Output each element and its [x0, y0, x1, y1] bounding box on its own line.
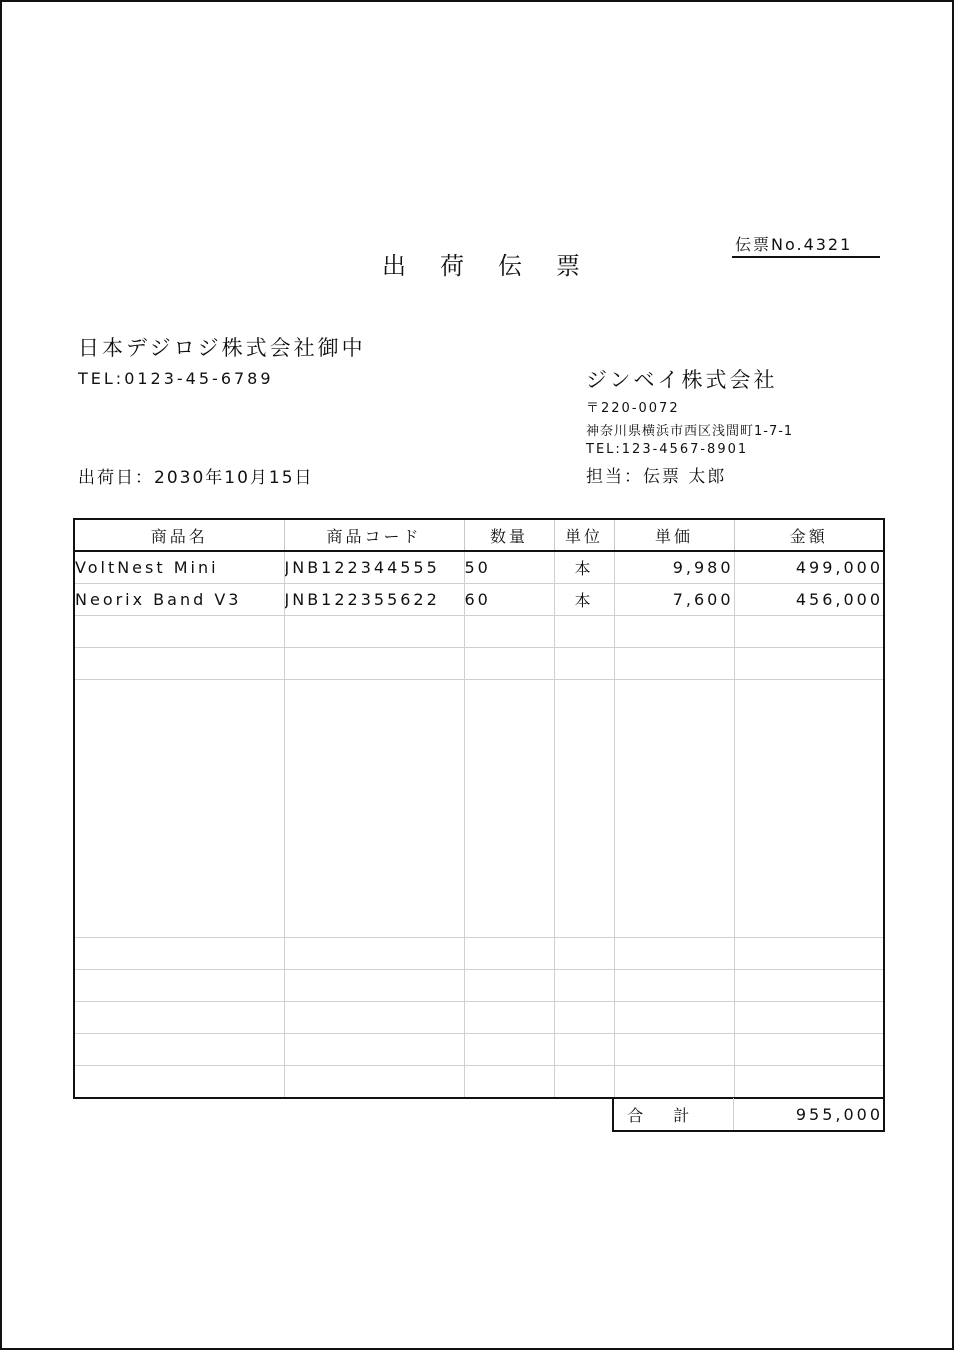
sender-person-in-charge: 担当：伝票 太郎 — [586, 467, 727, 487]
sender-address: 神奈川県横浜市西区浅間町1-7-1 — [586, 424, 794, 439]
empty-table-row — [74, 970, 884, 1002]
items-table — [73, 518, 885, 1099]
document-title: 出荷伝票 — [382, 252, 614, 280]
table-row — [74, 584, 884, 616]
ship-date: 出荷日：2030年10月15日 — [78, 468, 314, 488]
product-code-cell: JNB122344555 — [284, 551, 464, 584]
recipient-tel: TEL:0123-45-6789 — [78, 369, 274, 388]
column-header-product-name: 商品名 — [74, 519, 284, 551]
unit-cell: 本 — [554, 551, 614, 584]
column-header-amount: 金額 — [734, 519, 884, 551]
empty-table-row — [74, 1034, 884, 1066]
empty-table-block — [74, 680, 884, 938]
amount-cell: 456,000 — [734, 584, 884, 616]
empty-table-row — [74, 1002, 884, 1034]
unit-cell: 本 — [554, 584, 614, 616]
sender-postal-code: 〒220-0072 — [586, 401, 680, 416]
recipient-company: 日本デジロジ株式会社御中 — [78, 336, 366, 360]
unit-price-cell: 7,600 — [614, 584, 734, 616]
empty-table-row — [74, 1066, 884, 1099]
product-code-cell: JNB122355622 — [284, 584, 464, 616]
table-header-row — [74, 519, 884, 551]
column-header-unit-price: 単価 — [614, 519, 734, 551]
sender-tel: TEL:123-4567-8901 — [586, 442, 749, 457]
amount-cell: 499,000 — [734, 551, 884, 584]
product-name-cell: VoltNest Mini — [74, 551, 284, 584]
total-box — [612, 1098, 885, 1132]
total-value: 955,000 — [795, 1104, 883, 1124]
total-row — [613, 1098, 884, 1131]
product-name-cell: Neorix Band V3 — [74, 584, 284, 616]
table-row — [74, 551, 884, 584]
column-header-unit: 単位 — [554, 519, 614, 551]
sender-company: ジンベイ株式会社 — [586, 368, 778, 392]
quantity-cell: 60 — [464, 584, 554, 616]
empty-table-row — [74, 648, 884, 680]
quantity-cell: 50 — [464, 551, 554, 584]
unit-price-cell: 9,980 — [614, 551, 734, 584]
empty-table-row — [74, 938, 884, 970]
total-label: 合計 — [613, 1098, 733, 1131]
empty-table-row — [74, 616, 884, 648]
column-header-quantity: 数量 — [464, 519, 554, 551]
slip-number: 伝票No.4321 — [732, 232, 880, 258]
column-header-product-code: 商品コード — [284, 519, 464, 551]
